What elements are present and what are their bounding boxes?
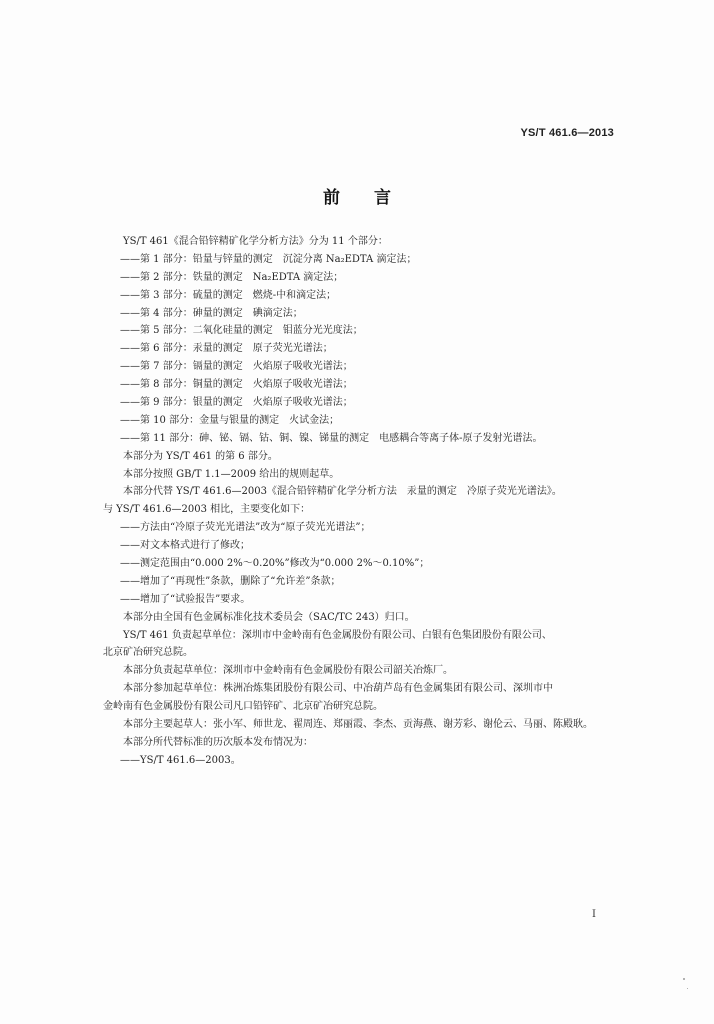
- paragraph-line: ——第 1 部分：铅量与锌量的测定 沉淀分离 Na₂EDTA 滴定法；: [120, 253, 417, 265]
- page-number: I: [592, 909, 596, 920]
- paragraph-line: ——第 11 部分：砷、铋、镉、钴、铜、镍、锑量的测定 电感耦合等离子体-原子发射光谱法。: [120, 432, 543, 444]
- paragraph-line: 金岭南有色金属股份有限公司凡口铅锌矿、北京矿冶研究总院。: [103, 701, 383, 713]
- paragraph-line: 与 YS/T 461.6—2003 相比，主要变化如下：: [103, 504, 311, 516]
- paragraph-line: ——第 3 部分：硫量的测定 燃烧-中和滴定法；: [120, 289, 337, 301]
- paragraph-line: ——第 6 部分：汞量的测定 原子荧光光谱法；: [120, 343, 333, 355]
- paragraph-line: ——第 2 部分：铁量的测定 Na₂EDTA 滴定法；: [120, 271, 344, 283]
- paragraph-line: ——第 5 部分：二氧化硅量的测定 钼蓝分光光度法；: [120, 325, 363, 337]
- scan-speck: [687, 988, 688, 989]
- standard-code: YS/T 461.6—2013: [520, 127, 614, 139]
- paragraph-line: ——YS/T 461.6—2003。: [120, 754, 241, 766]
- scan-speck: [683, 978, 685, 980]
- paragraph-line: ——第 4 部分：砷量的测定 碘滴定法；: [120, 307, 303, 319]
- foreword-body: [103, 233, 619, 770]
- paragraph-line: 北京矿冶研究总院。: [103, 647, 193, 659]
- paragraph-line: 本部分为 YS/T 461 的第 6 部分。: [123, 450, 278, 462]
- paragraph-line: ——第 9 部分：银量的测定 火焰原子吸收光谱法；: [120, 397, 353, 409]
- paragraph-line: ——测定范围由“0.000 2%～0.20%”修改为“0.000 2%～0.10%”；: [120, 558, 430, 570]
- paragraph-line: 本部分所代替标准的历次版本发布情况为：: [123, 736, 313, 748]
- paragraph-line: ——增加了“再现性”条款，删除了“允许差”条款；: [120, 575, 341, 587]
- paragraph-line: ——第 10 部分：金量与银量的测定 火试金法；: [120, 414, 340, 426]
- paragraph-line: ——方法由“冷原子荧光光谱法”改为“原子荧光光谱法”；: [120, 522, 371, 534]
- page-title: 前言: [323, 188, 425, 208]
- paragraph-line: ——第 8 部分：铜量的测定 火焰原子吸收光谱法；: [120, 379, 353, 391]
- paragraph-line: YS/T 461 负责起草单位：深圳市中金岭南有色金属股份有限公司、白银有色集团股份有限公司、: [123, 629, 552, 641]
- paragraph-line: ——第 7 部分：镉量的测定 火焰原子吸收光谱法；: [120, 361, 353, 373]
- paragraph-line: ——增加了“试验报告”要求。: [120, 593, 251, 605]
- paragraph-line: 本部分代替 YS/T 461.6—2003《混合铅锌精矿化学分析方法 汞量的测定 冷原子荧光光谱法》。: [123, 486, 562, 498]
- paragraph-line: 本部分主要起草人：张小军、师世龙、翟周连、郑丽霞、李杰、贡海燕、谢芳彩、谢伦云、马丽、陈殿耿。: [123, 719, 593, 731]
- paragraph-line: ——对文本格式进行了修改；: [120, 540, 250, 552]
- paragraph-line: 本部分由全国有色金属标准化技术委员会（SAC/TC 243）归口。: [123, 611, 415, 623]
- paragraph-line: YS/T 461《混合铅锌精矿化学分析方法》分为 11 个部分：: [123, 236, 388, 247]
- paragraph-line: 本部分参加起草单位：株洲冶炼集团股份有限公司、中冶葫芦岛有色金属集团有限公司、深圳市中: [123, 683, 553, 695]
- paragraph-line: 本部分按照 GB/T 1.1—2009 给出的规则起草。: [123, 468, 340, 480]
- paragraph-line: 本部分负责起草单位：深圳市中金岭南有色金属股份有限公司韶关冶炼厂。: [123, 665, 453, 677]
